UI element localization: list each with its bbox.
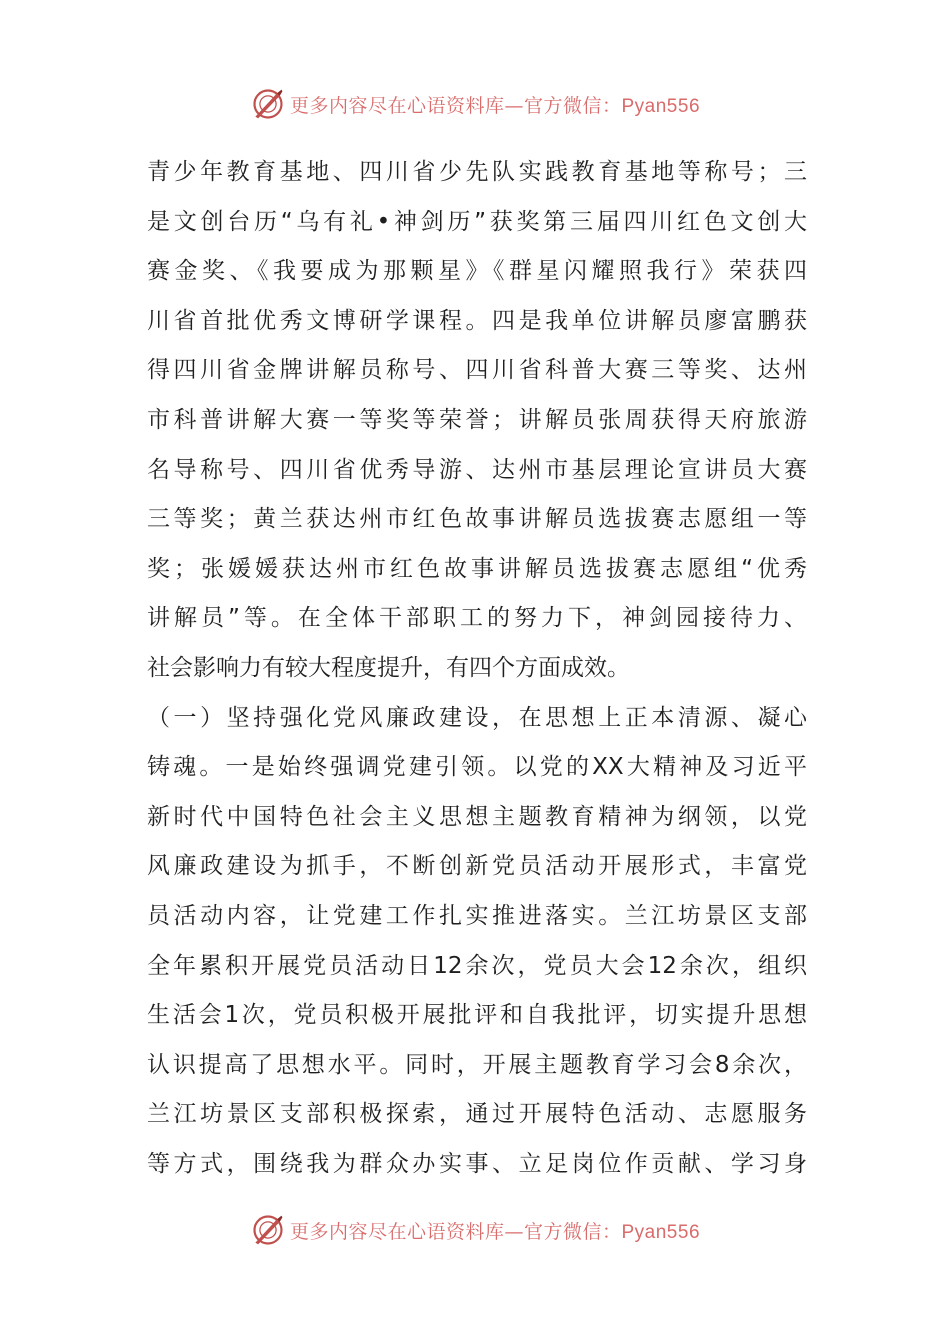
document-line: 赛金奖、《我要成为那颗星》《群星闪耀照我行》荣获四	[147, 258, 807, 285]
watermark-wechat-id: Pyan556	[621, 95, 701, 117]
watermark-text: 更多内容尽在心语资料库—官方微信：Pyan556	[289, 1220, 701, 1243]
document-line: 讲解员”等。在全体干部职工的努力下，神剑园接待力、	[147, 605, 807, 632]
watermark-text: 更多内容尽在心语资料库—官方微信：Pyan556	[289, 94, 701, 117]
document-line: 奖；张媛媛获达州市红色故事讲解员选拔赛志愿组“优秀	[147, 555, 807, 582]
document-line: 市科普讲解大赛一等奖等荣誉；讲解员张周获得天府旅游	[147, 406, 807, 433]
document-line: 青少年教育基地、四川省少先队实践教育基地等称号；三	[147, 159, 807, 185]
document-line: 得四川省金牌讲解员称号、四川省科普大赛三等奖、达州	[147, 357, 807, 384]
document-line: 名导称号、四川省优秀导游、达州市基层理论宣讲员大赛	[147, 456, 807, 483]
pen-circle-logo-icon	[250, 86, 286, 122]
document-line: 兰江坊景区支部积极探索，通过开展特色活动、志愿服务	[147, 1101, 807, 1128]
document-line: 川省首批优秀文博研学课程。四是我单位讲解员廖富鹏获	[147, 307, 807, 334]
document-line: 社会影响力有较大程度提升，有四个方面成效。	[147, 654, 630, 681]
header-watermark	[0, 84, 950, 124]
document-line: 铸魂。一是始终强调党建引领。以党的XX大精神及习近平	[147, 754, 807, 781]
document-line: 是文创台历“乌有礼•神剑历”获奖第三届四川红色文创大	[147, 208, 807, 235]
watermark-wechat-id: Pyan556	[621, 1221, 701, 1243]
document-line: 风廉政建设为抓手，不断创新党员活动开展形式，丰富党	[147, 853, 807, 880]
document-line: 生活会1次，党员积极开展批评和自我批评，切实提升思想	[147, 1002, 807, 1029]
document-line: 全年累积开展党员活动日12余次，党员大会12余次，组织	[147, 952, 807, 979]
pen-circle-logo-icon	[250, 1212, 286, 1248]
document-line: 认识提高了思想水平。同时，开展主题教育学习会8余次，	[147, 1051, 807, 1078]
document-line: 三等奖；黄兰获达州市红色故事讲解员选拔赛志愿组一等	[147, 506, 807, 533]
document-body	[147, 148, 807, 1189]
document-line: 新时代中国特色社会主义思想主题教育精神为纲领，以党	[147, 803, 807, 830]
section-heading-line: （一）坚持强化党风廉政建设，在思想上正本清源、凝心	[147, 704, 807, 731]
footer-watermark	[0, 1210, 950, 1250]
document-line: 员活动内容，让党建工作扎实推进落实。兰江坊景区支部	[147, 902, 807, 929]
document-line: 等方式，围绕我为群众办实事、立足岗位作贡献、学习身	[147, 1150, 807, 1177]
